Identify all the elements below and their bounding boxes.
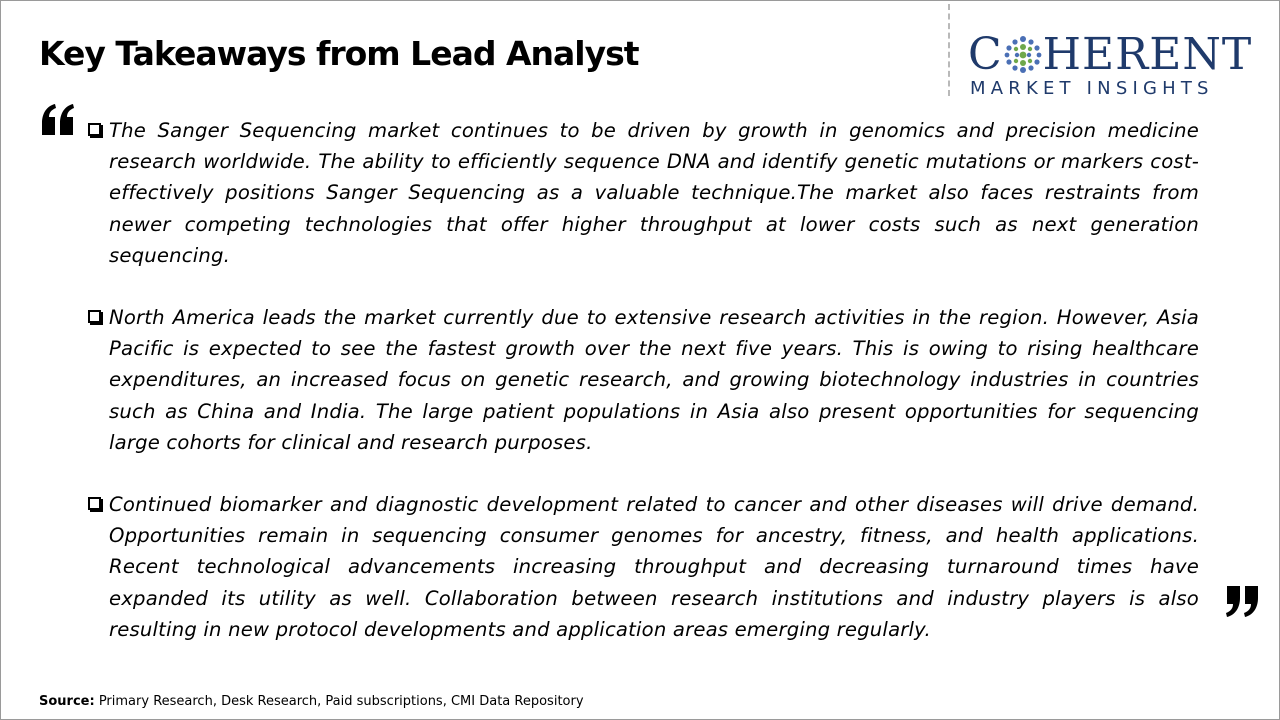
checkbox-bullet-icon [88,310,101,323]
logo-suffix: HERENT [1042,29,1253,80]
logo-tagline: MARKET INSIGHTS [970,78,1214,99]
page-title: Key Takeaways from Lead Analyst [39,34,639,73]
header-divider [948,4,950,96]
logo-prefix: C [968,29,1003,80]
source-note [39,694,584,709]
source-text: Primary Research, Desk Research, Paid subscriptions, CMI Data Repository [94,694,584,709]
company-logo [968,30,1260,100]
takeaway-paragraph-1: The Sanger Sequencing market continues to be driven by growth in genomics and precision medicine research worldwide. The ability to efficiently sequence DNA and identify genetic mutations or markers cost-effectively positions Sanger Sequencing as a valuable technique.The market also faces restraints from newer competing technologies that offer higher throughput at lower costs such as next generation sequencing. [109,119,1199,267]
source-label: Source: [39,694,95,709]
takeaway-paragraph-2: North America leads the market currently due to extensive research activities in the region. However, Asia Pacific is expected to see the fastest growth over the next five years. This is owing to rising healthcare expenditures, an increased focus on genetic research, and growing biotechnology industries in countries such as China and India. The large patient populations in Asia also present opportunities for sequencing large cohorts for clinical and research purposes. [109,306,1199,454]
checkbox-bullet-icon [88,497,101,510]
checkbox-bullet-icon [88,123,101,136]
close-quote-icon [1224,584,1260,618]
logo-wordmark [968,30,1252,80]
open-quote-icon [40,103,76,137]
logo-dots-icon [1003,35,1043,73]
takeaway-paragraph-3: Continued biomarker and diagnostic development related to cancer and other diseases will drive demand. Opportunities remain in sequencing consumer genomes for ancestry, fitness, and health applications. Recent technological advancements increasing throughput and decreasing turnaround times have expanded its utility as well. Collaboration between research institutions and industry players is also resulting in new protocol developments and application areas emerging regularly. [109,493,1199,641]
